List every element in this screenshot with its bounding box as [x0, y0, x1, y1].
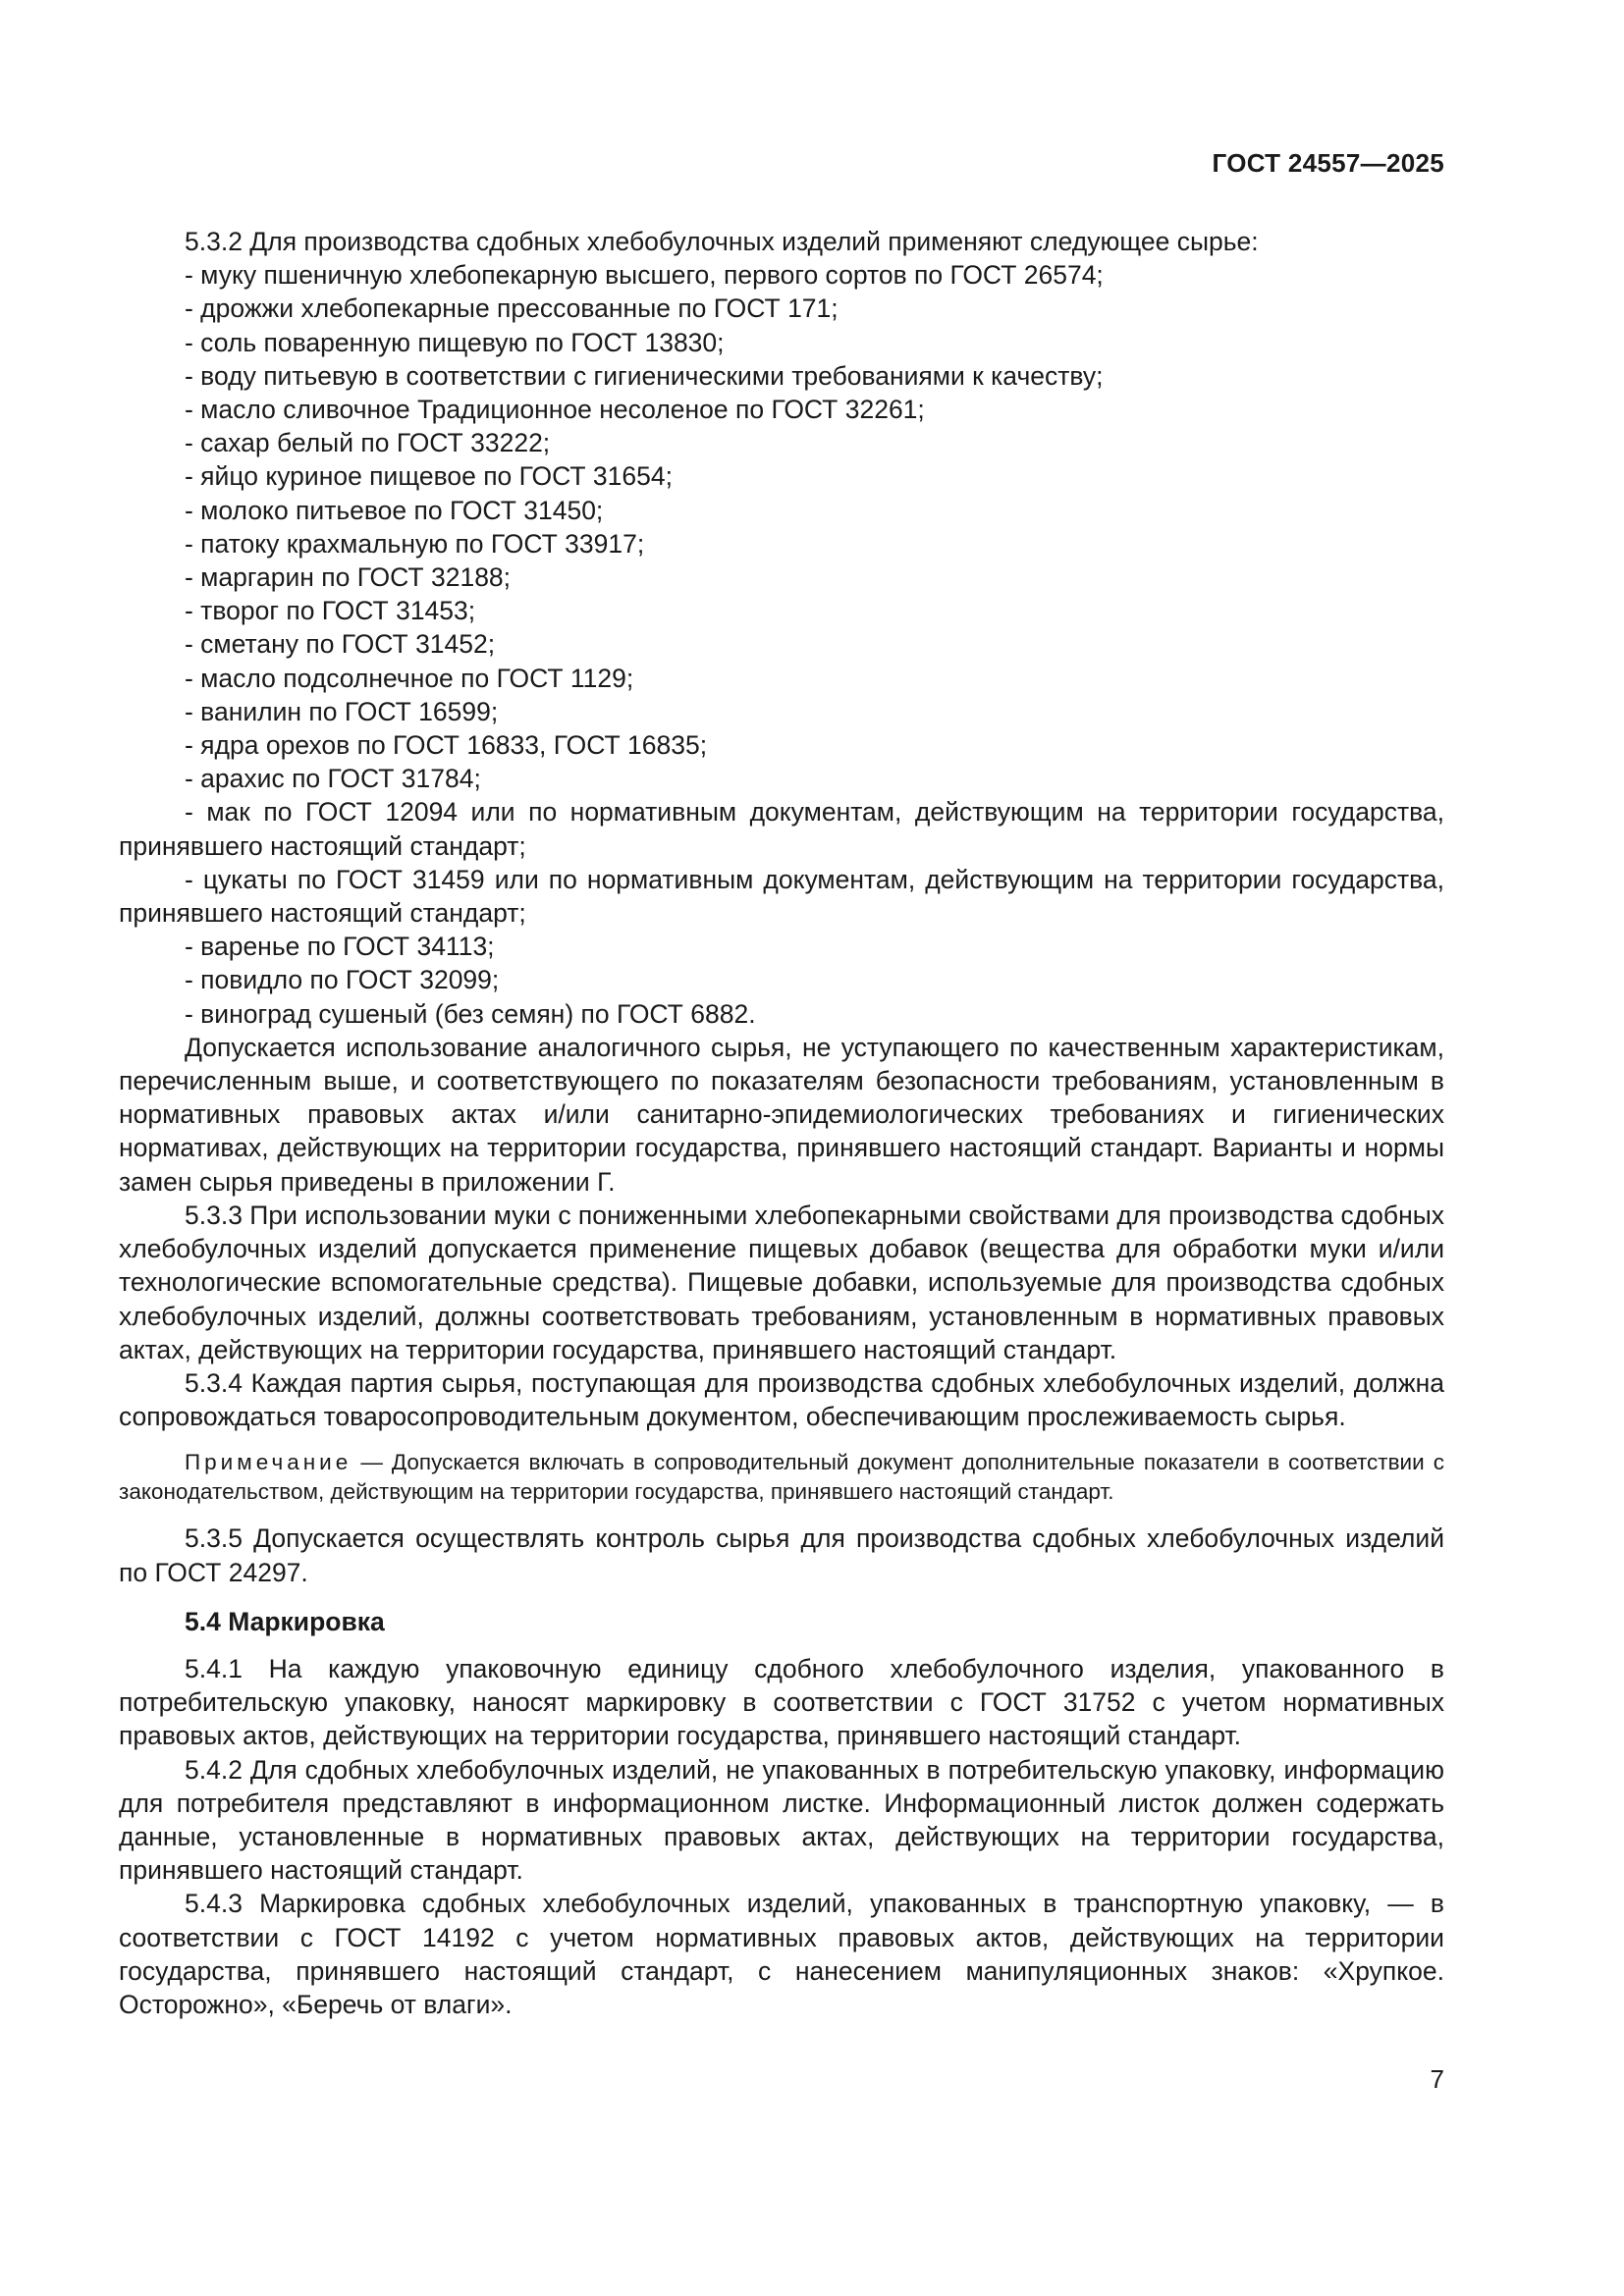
list-item: - цукаты по ГОСТ 31459 или по нормативным документам, действующим на территории государства, принявшего настоящий стандарт;: [119, 864, 1444, 929]
list-item: - яйцо куриное пищевое по ГОСТ 31654;: [185, 461, 673, 492]
note-label: Примечание: [185, 1450, 352, 1475]
list-item: - маргарин по ГОСТ 32188;: [185, 562, 512, 593]
list-item: - виноград сушеный (без семян) по ГОСТ 6882.: [185, 998, 756, 1029]
list-item: - арахис по ГОСТ 31784;: [185, 764, 481, 794]
list-item: - мак по ГОСТ 12094 или по нормативным документам, действующим на территории государства, принявшего настоящий стандарт;: [119, 797, 1444, 861]
clause-5-3-5: 5.3.5 Допускается осуществлять контроль сырья для производства сдобных хлебобулочных изделий по ГОСТ 24297.: [119, 1523, 1444, 1587]
note-paragraph: [119, 1448, 1444, 1507]
clause-5-3-2-allowance: Допускается использование аналогичного сырья, не уступающего по качественным характеристикам, перечисленным выше, и соответствующего по показателям безопасности требованиям, установленным в нормативных правовых актах и/или санитарно-эпидемиологических требованиях и гигиенических нормативах, действующих на территории государства, принявшего настоящий стандарт. Варианты и нормы замен сырья приведены в приложении Г.: [119, 1032, 1444, 1197]
section-heading-5-4: 5.4 Маркировка: [185, 1606, 385, 1636]
list-item: - соль поваренную пищевую по ГОСТ 13830;: [185, 327, 725, 357]
list-item: - дрожжи хлебопекарные прессованные по ГОСТ 171;: [185, 294, 839, 324]
page-number: 7: [1430, 2064, 1444, 2094]
list-item: - сахар белый по ГОСТ 33222;: [185, 428, 551, 458]
list-item: - патоку крахмальную по ГОСТ 33917;: [185, 528, 645, 559]
clause-5-3-2-intro: 5.3.2 Для производства сдобных хлебобулочных изделий применяют следующее сырье:: [185, 227, 1259, 256]
list-item: - масло сливочное Традиционное несоленое по ГОСТ 32261;: [185, 395, 925, 425]
clause-5-4-2: 5.4.2 Для сдобных хлебобулочных изделий, не упакованных в потребительскую упаковку, информацию для потребителя представляют в информационном листке. Информационный листок должен содержать данные, установленные в нормативных правовых актах, действующих на территории государства, принявшего настоящий стандарт.: [119, 1754, 1444, 1886]
list-item: - варенье по ГОСТ 34113;: [185, 932, 495, 962]
list-item: - повидло по ГОСТ 32099;: [185, 965, 500, 995]
list-item: - масло подсолнечное по ГОСТ 1129;: [185, 663, 634, 693]
clause-5-3-3: 5.3.3 При использовании муки с пониженными хлебопекарными свойствами для производства сдобных хлебобулочных изделий допускается применение пищевых добавок (вещества для обработки муки и/или технологические вспомогательные средства). Пищевые добавки, используемые для производства сдобных хлебобулочных изделий, должны соответствовать требованиям, установленным в нормативных правовых актах, действующих на территории государства, принявшего настоящий стандарт.: [119, 1200, 1444, 1364]
note-text: — Допускается включать в сопроводительный документ дополнительные показатели в соответствии с законодательством, действующим на территории государства, принявшего настоящий стандарт.: [119, 1450, 1444, 1505]
list-item: - молоко питьевое по ГОСТ 31450;: [185, 495, 604, 525]
clause-5-4-1: 5.4.1 На каждую упаковочную единицу сдобного хлебобулочного изделия, упакованного в потребительскую упаковку, наносят маркировку в соответствии с ГОСТ 31752 с учетом нормативных правовых актов, действующих на территории государства, принявшего настоящий стандарт.: [119, 1653, 1444, 1751]
list-item: - муку пшеничную хлебопекарную высшего, первого сортов по ГОСТ 26574;: [185, 260, 1104, 291]
clause-5-3-4: 5.3.4 Каждая партия сырья, поступающая для производства сдобных хлебобулочных изделий, должна сопровождаться товаросопроводительным документом, обеспечивающим прослеживаемость сырья.: [119, 1367, 1444, 1432]
document-body: [119, 225, 1444, 2021]
raw-materials-list: [119, 258, 1444, 1031]
list-item: - творог по ГОСТ 31453;: [185, 596, 476, 626]
list-item: - сметану по ГОСТ 31452;: [185, 629, 496, 660]
list-item: - воду питьевую в соответствии с гигиеническими требованиями к качеству;: [185, 360, 1104, 391]
document-code: ГОСТ 24557—2025: [1212, 148, 1444, 178]
list-item: - ванилин по ГОСТ 16599;: [185, 696, 499, 726]
clause-5-4-3: 5.4.3 Маркировка сдобных хлебобулочных изделий, упакованных в транспортную упаковку, — в соответствии с ГОСТ 14192 с учетом нормативных правовых актов, действующих на территории государства, принявшего настоящий стандарт, с нанесением манипуляционных знаков: «Хрупкое. Осторожно», «Беречь от влаги».: [119, 1889, 1444, 2019]
list-item: - ядра орехов по ГОСТ 16833, ГОСТ 16835;: [185, 730, 708, 761]
